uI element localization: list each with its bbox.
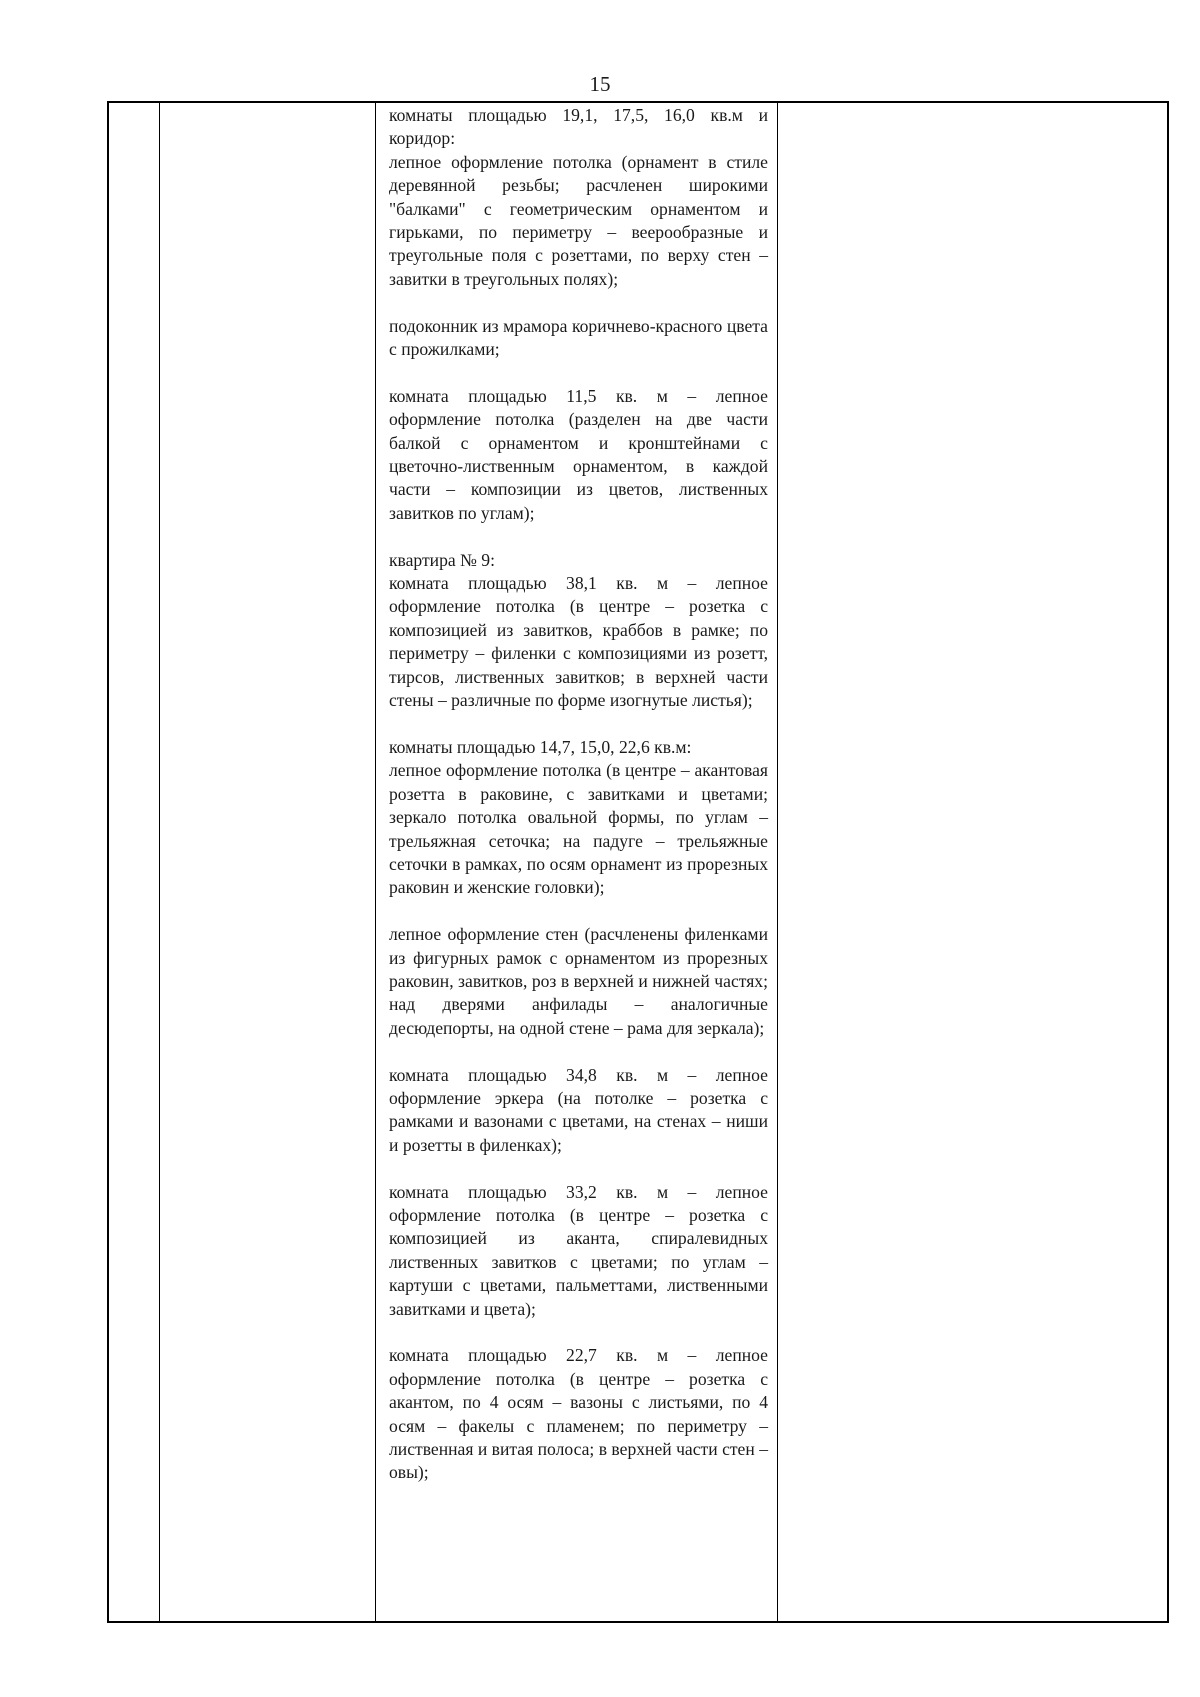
description-line: комната площадью 34,8 кв. м – лепное оформление эркера (на потолке – розетка с рамками и вазонами с цветами, на стенах – ниши и розетты в филенках); (389, 1064, 768, 1155)
description-line: комнаты площадью 19,1, 17,5, 16,0 кв.м и коридор: (389, 105, 768, 149)
description-paragraph (389, 1064, 768, 1158)
description-paragraph (389, 1344, 768, 1484)
description-paragraph (389, 1181, 768, 1321)
table-column-object (160, 103, 376, 1621)
description-line: комната площадью 11,5 кв. м – лепное оформление потолка (разделен на две части балкой с орнаментом и кронштейнами с цветочно-лиственным орнаментом, в каждой части – композиции из цветов, лиственных завитков по углам); (389, 385, 768, 523)
description-line: комната площадью 38,1 кв. м – лепное оформление потолка (в центре – розетка с композицией из завитков, краббов в рамке; по периметру – филенки с композициями из розетт, тирсов, лиственных завитков; в верхней части стены – различные по форме изогнутые листья); (389, 573, 768, 711)
page-number: 15 (589, 72, 611, 96)
description-line: комнаты площадью 14,7, 15,0, 22,6 кв.м: (389, 736, 692, 757)
table-column-number (109, 103, 160, 1621)
document-table (107, 101, 1169, 1623)
description-line: квартира № 9: (389, 549, 495, 570)
table-column-description (376, 103, 778, 1621)
table-column-notes (778, 103, 1167, 1621)
description-line: комната площадью 33,2 кв. м – лепное оформление потолка (в центре – розетка с композицией из аканта, спиралевидных лиственных завитков с цветами; по углам – картуши с цветами, пальметтами, лиственными завитками и цвета); (389, 1181, 768, 1319)
description-paragraph (389, 104, 768, 291)
description-paragraph (389, 315, 768, 362)
description-paragraph (389, 736, 768, 900)
description-line: подоконник из мрамора коричнево-красного цвета с прожилками; (389, 315, 768, 360)
description-line: лепное оформление стен (расчленены филенками из фигурных рамок с орнаментом из прорезных раковин, завитков, роз в верхней и нижней частях; над дверями анфилады – аналогичные десюдепорты, на одной стене – рама для зеркала); (389, 924, 768, 1038)
description-line: комната площадью 22,7 кв. м – лепное оформление потолка (в центре – розетка с акантом, по 4 осям – вазоны с листьями, по 4 осям – факелы с пламенем; по периметру – лиственная и витая полоса; в верхней части стен – овы); (389, 1345, 768, 1483)
description-line: лепное оформление потолка (в центре – акантовая розетта в раковине, с завитками и цветами; зеркало потолка овальной формы, по углам – трельяжная сеточка; на падуге – трельяжные сеточки в рамках, по осям орнамент из прорезных раковин и женские головки); (389, 760, 768, 898)
description-paragraph (389, 923, 768, 1040)
description-paragraph (389, 549, 768, 713)
description-line: лепное оформление потолка (орнамент в стиле деревянной резьбы; расчленен широкими "балками" с геометрическим орнаментом и гирьками, по периметру – веерообразные и треугольные поля с розеттами, по верху стен – завитки в треугольных полях); (389, 151, 768, 289)
description-paragraph (389, 385, 768, 525)
